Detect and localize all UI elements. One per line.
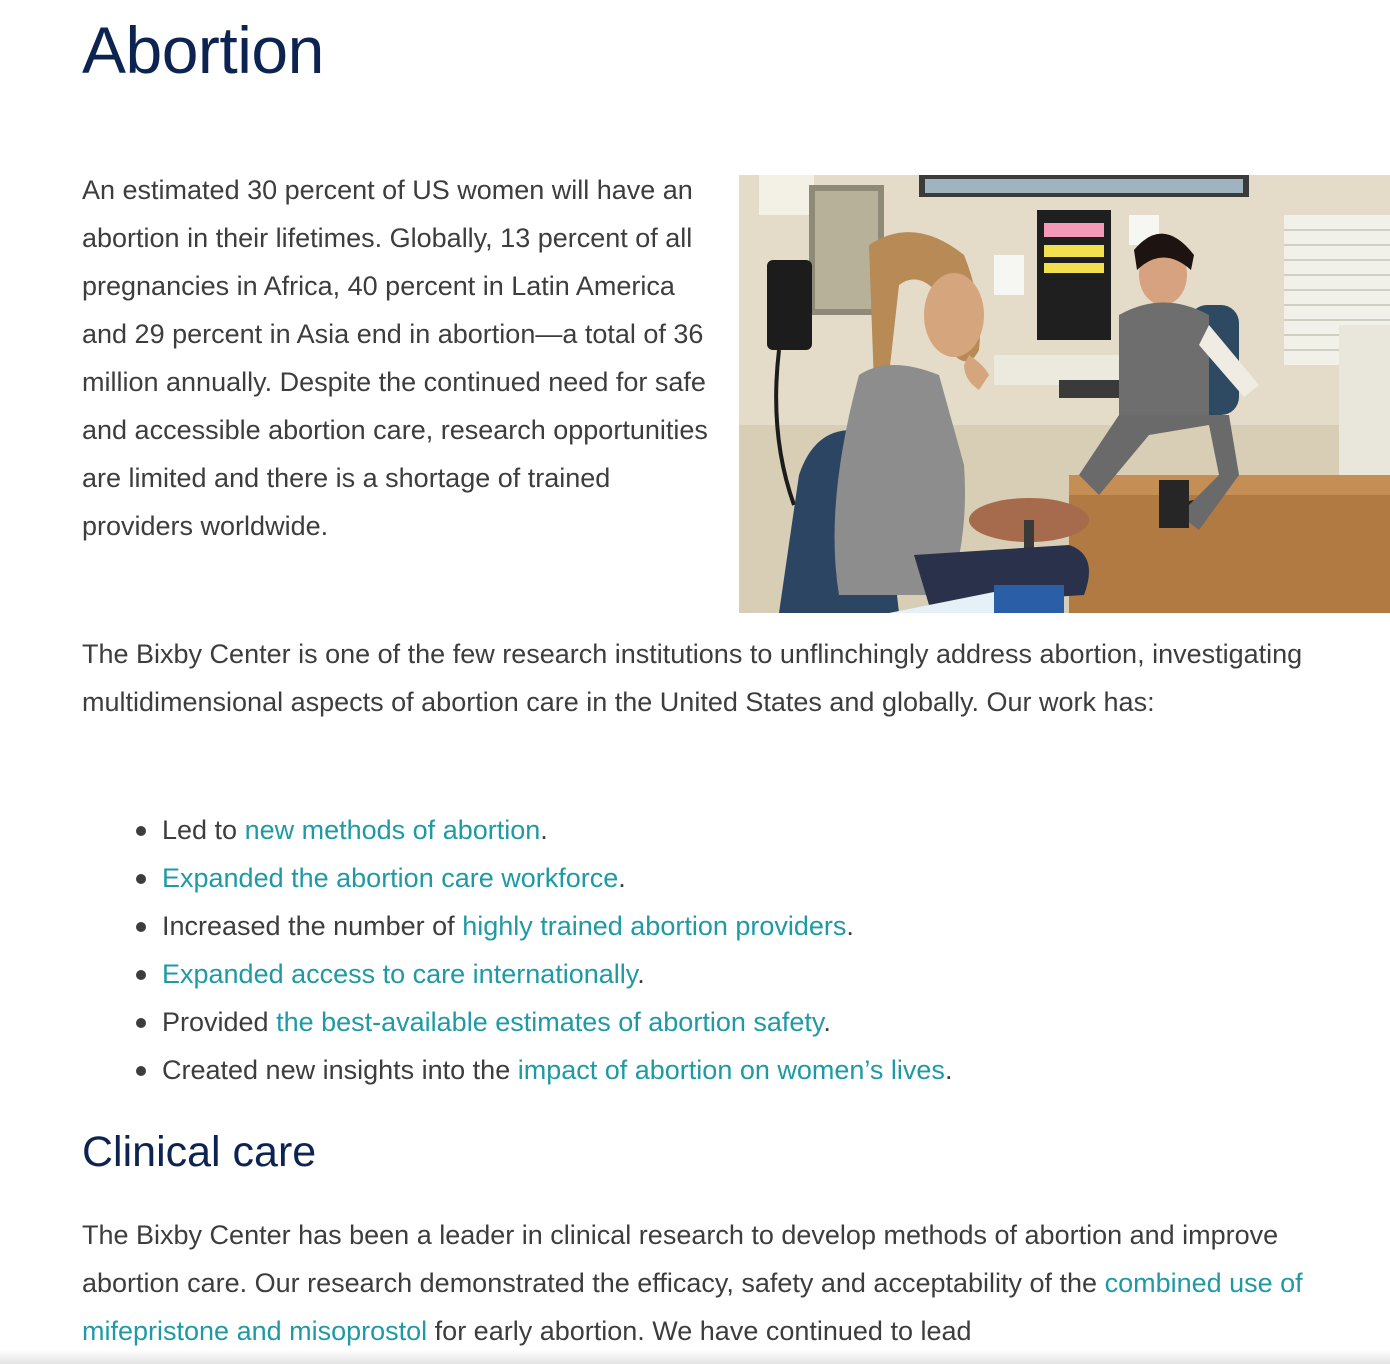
clinical-care-heading: Clinical care [82, 1128, 317, 1176]
list-item-punct: . [618, 863, 626, 893]
list-item-punct: . [944, 1055, 953, 1085]
scroll-fade [0, 1350, 1390, 1364]
link-safety-estimates[interactable]: the best-available estimates of abortion safety [276, 1007, 824, 1037]
link-new-methods[interactable]: new methods of abortion [244, 815, 541, 845]
list-item [162, 854, 1390, 902]
clinic-photo [739, 175, 1390, 613]
bixby-paragraph: The Bixby Center is one of the few research institutions to unflinchingly address abortion, investigating multidimensional aspects of abortion care in the United States and globally. Our work has: [82, 639, 1303, 717]
list-item-text: Led to [162, 815, 245, 845]
work-list [82, 806, 1390, 1094]
list-item-punct: . [637, 959, 645, 989]
clinical-text-after: for early abortion. We have continued to lead [427, 1316, 972, 1346]
list-item-text: Provided [162, 1007, 277, 1037]
page-title: Abortion [82, 13, 324, 87]
list-item [162, 998, 1390, 1046]
clinic-photo-illustration [739, 175, 1390, 613]
link-expanded-workforce[interactable]: Expanded the abortion care workforce [162, 863, 619, 893]
list-item [162, 902, 1390, 950]
list-item-text: Created new insights into the [162, 1055, 518, 1085]
link-trained-providers[interactable]: highly trained abortion providers [462, 911, 847, 941]
list-item-punct: . [540, 815, 548, 845]
list-item-punct: . [846, 911, 854, 941]
clinical-paragraph [82, 1211, 1372, 1355]
list-item-punct: . [823, 1007, 831, 1037]
intro-paragraph: An estimated 30 percent of US women will have an abortion in their lifetimes. Globally, 13 percent of all pregnancies in Africa, 40 percent in Latin America and 29 percent in Asia end in abortion—a total of 36 million annually. Despite the continued need for safe and accessible abortion care, research opportunities are limited and there is a shortage of trained providers worldwide. [82, 175, 708, 541]
list-item [162, 806, 1390, 854]
clinical-text-before: The Bixby Center has been a leader in clinical research to develop methods of abortion and improve abortion care. Our research demonstrated the efficacy, safety and acceptability of the [82, 1220, 1279, 1298]
list-item [162, 950, 1390, 998]
list-item-text: Increased the number of [162, 911, 463, 941]
list-item [162, 1046, 1390, 1094]
link-mifepristone-misoprostol[interactable]: combined use of mifepristone and misoprostol [82, 1268, 1303, 1346]
link-impact-womens-lives[interactable]: impact of abortion on women’s lives [517, 1055, 945, 1085]
link-access-internationally[interactable]: Expanded access to care internationally [162, 959, 638, 989]
